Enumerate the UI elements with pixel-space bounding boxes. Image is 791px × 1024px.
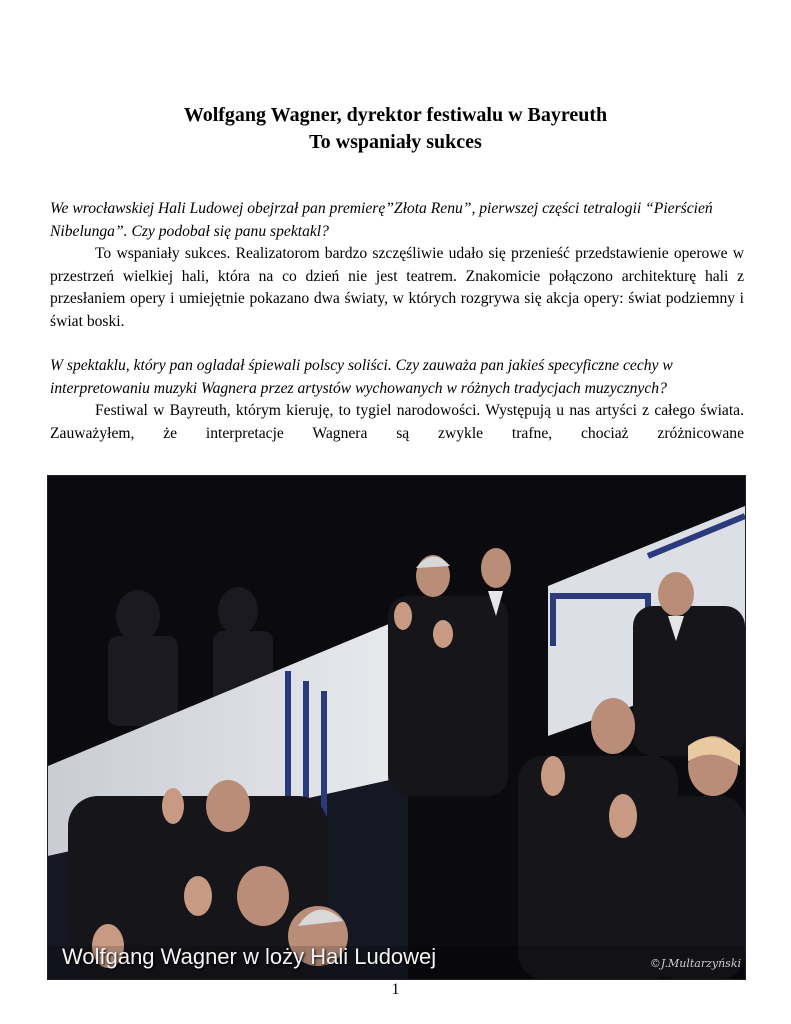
article-title [0,102,791,156]
photo-scene [48,476,745,979]
answer-2: Festiwal w Bayreuth, którym kieruję, to tygiel narodowości. Występują u nas artyści z całego świata. Zauważyłem, że interpretacje Wagnera są zwykle trafne, chociaż zróżnicowane [50,402,744,442]
paragraph-gap [50,333,744,355]
question-2: W spektaklu, który pan ogladał śpiewali polscy soliści. Czy zauważa pan jakieś specyficzne cechy w interpretowaniu muzyki Wagnera przez artystów wychowanych w różnych tradycjach muzycznych? [50,357,673,397]
title-line-1: Wolfgang Wagner, dyrektor festiwalu w Bayreuth [183,104,608,126]
photo-caption: Wolfgang Wagner w loży Hali Ludowej [62,944,437,969]
page-number: 1 [391,981,400,998]
audience-photo [47,475,746,980]
interview-text [50,198,744,445]
photographer-signature: ©J.Multarzyński [649,957,741,970]
question-1: We wrocławskiej Hali Ludowej obejrzał pan premierę”Złota Renu”, pierwszej części tetralogii “Pierścień Nibelunga”. Czy podobał się panu spektakl? [50,200,713,240]
title-line-2: To wspaniały sukces [309,131,482,153]
answer-1: To wspaniały sukces. Realizatorom bardzo szczęśliwie udało się przenieść przedstawienie operowe w przestrzeń wielkiej hali, która na co dzień nie jest teatrem. Znakomicie połączono architekturę hali z przesłaniem opery i umiejętnie pokazano dwa światy, w których rozgrywa się akcja opery: świat podziemny i świat boski. [50,245,744,330]
